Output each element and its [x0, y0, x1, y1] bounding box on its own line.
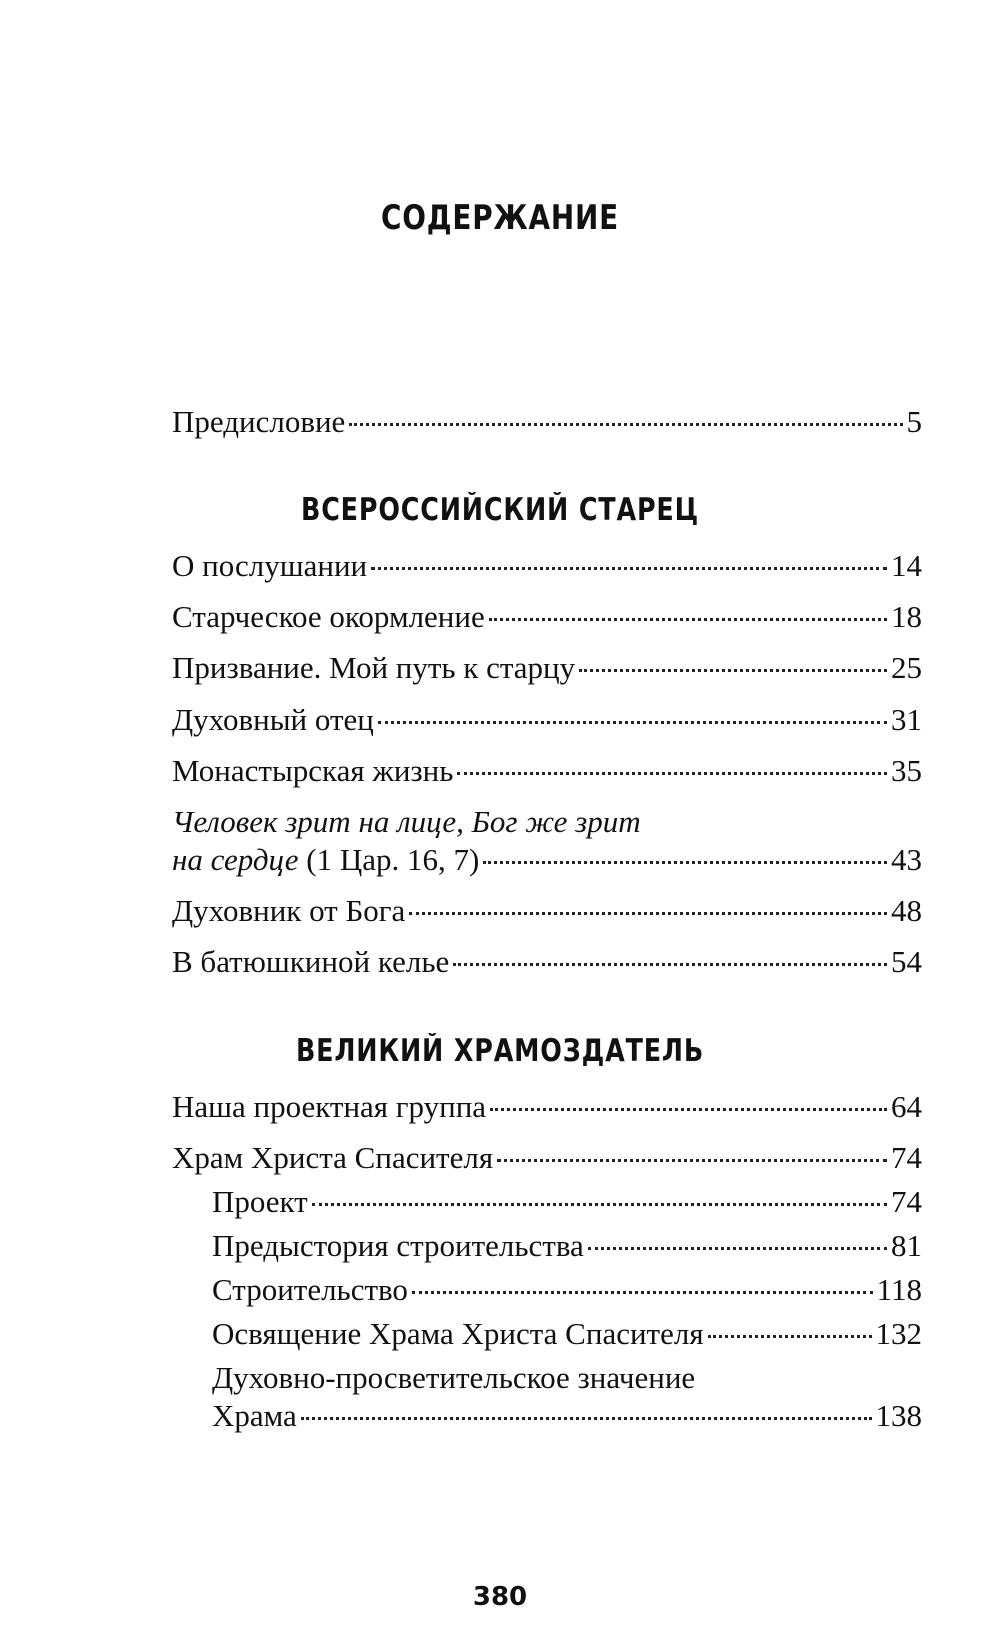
toc-entry-page: 14	[891, 548, 922, 583]
toc-entry-page: 18	[891, 599, 922, 634]
toc-entry-page: 31	[891, 702, 922, 737]
toc-entry-italic-part: на сердце	[172, 842, 299, 877]
toc-entry	[172, 751, 922, 791]
dot-leader	[708, 1335, 872, 1338]
toc-entry-label: Предисловие	[172, 404, 346, 439]
toc-subentry	[212, 1270, 922, 1310]
dot-leader	[457, 772, 887, 775]
toc-entry-label: Духовник от Бога	[172, 893, 406, 928]
toc-entry	[172, 1138, 922, 1178]
toc-entry-label-line2	[172, 840, 479, 880]
toc-entry	[172, 648, 922, 688]
toc-entry-label: Старческое окормление	[172, 599, 485, 634]
toc-entry-page: 118	[876, 1272, 922, 1307]
dot-leader	[497, 1159, 887, 1162]
dot-leader	[588, 1247, 887, 1250]
dot-leader	[371, 567, 887, 570]
toc-subentry	[212, 1314, 922, 1354]
toc-entry	[172, 597, 922, 637]
toc-entry-label: О послушании	[172, 548, 368, 583]
dot-leader	[489, 618, 887, 621]
toc-entry-page: 43	[891, 842, 922, 877]
section-title-1: ВСЕРОССИЙСКИЙ СТАРЕЦ	[301, 492, 699, 528]
toc-entry-page: 132	[875, 1316, 922, 1351]
toc-entry-label: Предыстория строительства	[212, 1228, 584, 1263]
toc-entry	[172, 1087, 922, 1127]
toc-entry	[172, 891, 922, 931]
toc-entry-reference: (1 Цар. 16, 7)	[298, 842, 480, 877]
toc-entry-label: Наша проектная группа	[172, 1089, 487, 1124]
page-title: СОДЕРЖАНИЕ	[380, 198, 620, 238]
toc-entry-page: 74	[891, 1140, 922, 1175]
toc-entry-label: Монастырская жизнь	[172, 753, 454, 788]
toc-entry-page: 138	[875, 1398, 922, 1433]
toc-subentry	[212, 1226, 922, 1266]
dot-leader	[453, 963, 887, 966]
toc-entry	[172, 942, 922, 982]
toc-entry-label: Строительство	[212, 1272, 408, 1307]
dot-leader	[409, 912, 887, 915]
toc-entry	[172, 546, 922, 586]
toc-subentry	[212, 1396, 922, 1436]
toc-entry-label-line1: Человек зрит на лице, Бог же зрит	[172, 804, 641, 839]
dot-leader	[312, 1203, 887, 1206]
toc-entry-page: 64	[891, 1089, 922, 1124]
dot-leader	[349, 423, 902, 426]
dot-leader	[483, 861, 887, 864]
toc-entry-page: 48	[891, 893, 922, 928]
toc-entry-label: Духовный отец	[172, 702, 374, 737]
toc-entry-page: 35	[891, 753, 922, 788]
toc-entry-page: 5	[906, 404, 922, 439]
toc-entry-page: 81	[891, 1228, 922, 1263]
dot-leader	[301, 1417, 872, 1420]
dot-leader	[579, 669, 887, 672]
toc-entry-label: Храм Христа Спасителя	[172, 1140, 494, 1175]
toc-entry-label-line1: Духовно-просветительское значение	[212, 1360, 696, 1395]
toc-entry-label: В батюшкиной келье	[172, 944, 450, 979]
toc-entry	[172, 840, 922, 880]
toc-entry-page: 54	[891, 944, 922, 979]
toc-entry-label: Проект	[212, 1184, 308, 1219]
section-title-2: ВЕЛИКИЙ ХРАМОЗДАТЕЛЬ	[295, 1033, 705, 1069]
toc-entry-page: 25	[891, 650, 922, 685]
toc-entry-label-line2: Храма	[212, 1398, 297, 1433]
dot-leader	[490, 1108, 887, 1111]
toc-subentry	[212, 1182, 922, 1222]
toc-entry-preface	[172, 402, 922, 442]
page-number: 380	[472, 1582, 528, 1612]
dot-leader	[412, 1291, 873, 1294]
toc-entry-page: 74	[891, 1184, 922, 1219]
toc-entry-label: Призвание. Мой путь к старцу	[172, 650, 576, 685]
dot-leader	[378, 721, 887, 724]
toc-entry-label: Освящение Храма Христа Спасителя	[212, 1316, 704, 1351]
toc-entry	[172, 700, 922, 740]
